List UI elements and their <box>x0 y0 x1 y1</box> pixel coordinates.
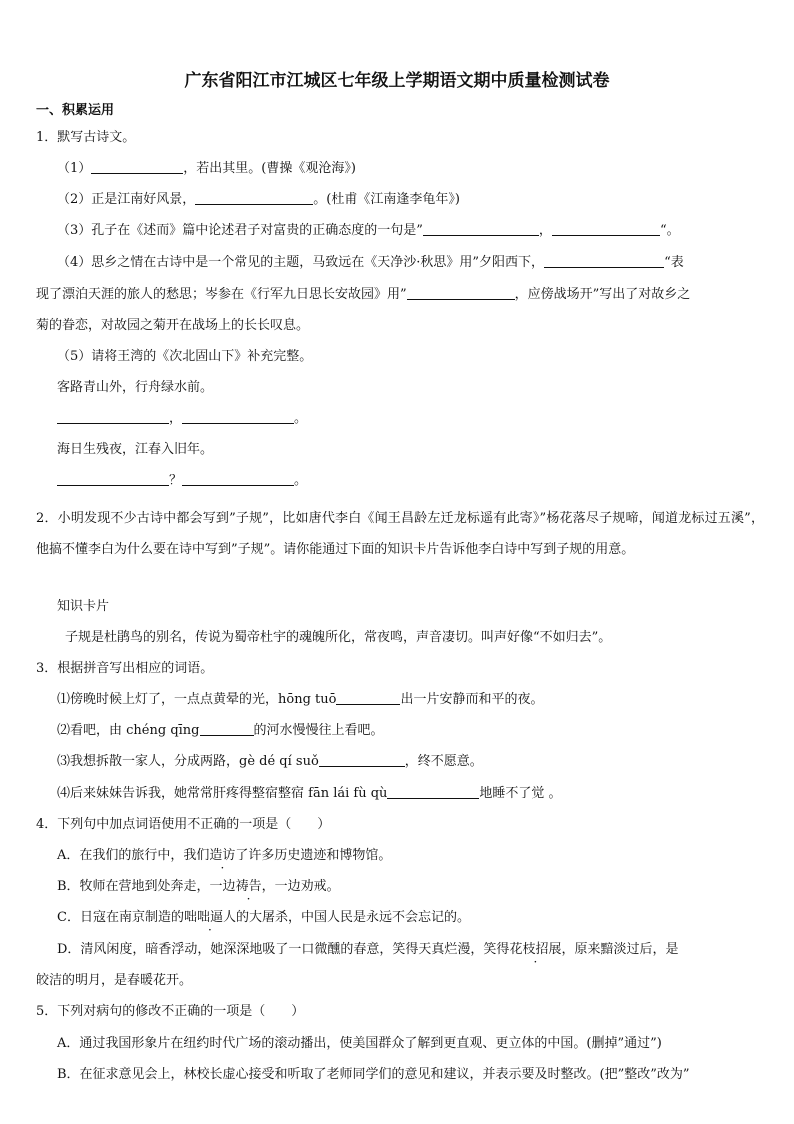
poem-line-1: 客路青山外，行舟绿水前。 <box>57 380 214 395</box>
answer-blank[interactable] <box>200 721 254 736</box>
question-5-option-a[interactable]: A．通过我国形象片在纽约时代广场的滚动播出，使美国群众了解到更直观、更立体的中国。(删掉”通过”) <box>57 1036 662 1051</box>
answer-blank[interactable] <box>336 690 400 705</box>
question-1-part-4-line-3: 菊的眷恋，对故园之菊开在战场上的长长叹息。 <box>36 318 310 333</box>
poem-line-4: ？ 。 <box>57 471 764 490</box>
answer-blank[interactable] <box>91 159 183 174</box>
answer-blank[interactable] <box>57 471 169 486</box>
answer-blank[interactable] <box>57 409 169 424</box>
question-5-stem: 5．下列对病句的修改不正确的一项是（ ） <box>36 1004 305 1019</box>
question-1-part-2: （2）正是江南好风景， 。(杜甫《江南逢李龟年》) <box>57 192 460 207</box>
question-4-stem: 4．下列句中加点词语使用不正确的一项是（ ） <box>36 817 331 832</box>
pinyin: gè dé qí suǒ <box>239 754 319 769</box>
pinyin: fān lái fù qù <box>308 786 388 801</box>
dotted-word: 造访 <box>209 848 236 863</box>
answer-blank[interactable] <box>387 784 479 799</box>
question-3-item-1: ⑴傍晚时候上灯了，一点点黄晕的光，hōng tuō 出一片安静而和平的夜。 <box>57 692 544 707</box>
question-1-part-5: （5）请将王湾的《次北固山下》补充完整。 <box>57 349 313 364</box>
answer-blank[interactable] <box>319 752 405 767</box>
question-3-item-3: ⑶我想拆散一家人，分成两路，gè dé qí suǒ ，终不愿意。 <box>57 754 483 769</box>
question-3-item-2: ⑵看吧，由 chéng qīng 的河水慢慢往上看吧。 <box>57 723 384 738</box>
dotted-word: 花枝招展 <box>509 942 562 957</box>
pinyin: hōng tuō <box>278 692 337 707</box>
question-1-stem: 1．默写古诗文。 <box>36 130 136 145</box>
question-1-part-1: （1） ，若出其里。(曹操《观沧海》) <box>57 161 356 176</box>
question-3-item-4: ⑷后来妹妹告诉我，她常常肝疼得整宿整宿 fān lái fù qù 地睡不了觉 。 <box>57 786 562 801</box>
question-1-part-4-line-2: 现了漂泊天涯的旅人的愁思；岑参在《行军九日思长安故园》用” ，应傍战场开”写出了对故乡之 <box>36 287 691 302</box>
question-5-option-b[interactable]: B．在征求意见会上，林校长虚心接受和听取了老师同学们的意见和建议，并表示要及时整改。(把”整改”改为” <box>57 1067 690 1082</box>
question-4-option-c[interactable]: C．日寇在南京制造的咄咄逼人的大屠杀，中国人民是永远不会忘记的。 <box>57 910 470 925</box>
answer-blank[interactable] <box>423 221 539 236</box>
poem-line-3: 海日生残夜，江春入旧年。 <box>57 442 214 457</box>
answer-blank[interactable] <box>182 471 294 486</box>
pinyin: chéng qīng <box>126 723 200 738</box>
question-1-part-4: （4）思乡之情在古诗中是一个常见的主题，马致远在《天净沙·秋思》用”夕阳西下， “表 <box>57 255 684 270</box>
answer-blank[interactable] <box>182 409 294 424</box>
poem-line-2: ， 。 <box>57 409 764 428</box>
knowledge-card-text: 子规是杜鹃鸟的别名，传说为蜀帝杜宇的魂魄所化，常夜鸣，声音凄切。叫声好像“不如归去”。 <box>65 630 612 645</box>
knowledge-card-title: 知识卡片 <box>57 599 110 614</box>
answer-blank[interactable] <box>407 285 515 300</box>
question-1-part-3: （3）孔子在《述而》篇中论述君子对富贵的正确态度的一句是” ， “。 <box>57 223 680 238</box>
page-title: 广东省阳江市江城区七年级上学期语文期中质量检测试卷 <box>184 71 610 91</box>
dotted-word: 咄咄逼人 <box>183 910 236 925</box>
question-4-option-d[interactable]: D．清风闲度，暗香浮动，她深深地吸了一口微醺的春意，笑得天真烂漫，笑得花枝招展，原来黯淡过后，是 <box>57 942 679 957</box>
question-4-option-d-line-2: 皎洁的明月，是春暖花开。 <box>36 973 193 988</box>
answer-blank[interactable] <box>195 190 313 205</box>
question-4-option-a[interactable]: A．在我们的旅行中，我们造访了许多历史遗迹和博物馆。 <box>57 848 392 863</box>
answer-blank[interactable] <box>552 221 660 236</box>
answer-blank[interactable] <box>544 253 664 268</box>
section-heading: 一、积累运用 <box>36 103 115 118</box>
question-4-option-b[interactable]: B．牧师在营地到处奔走，一边祷告，一边劝戒。 <box>57 879 340 894</box>
question-3-stem: 3．根据拼音写出相应的词语。 <box>36 661 214 676</box>
question-2-text: 2．小明发现不少古诗中都会写到”子规”，比如唐代李白《闻王昌龄左迁龙标遥有此寄》”杨花落尽子规啼，闻道龙标过五溪”，他搞不懂李白为什么要在诗中写到”子规”。请你能通过下面的知识卡片告诉他李白诗中写到子规的用意。 <box>36 511 764 557</box>
dotted-word: 祷告 <box>235 879 262 894</box>
